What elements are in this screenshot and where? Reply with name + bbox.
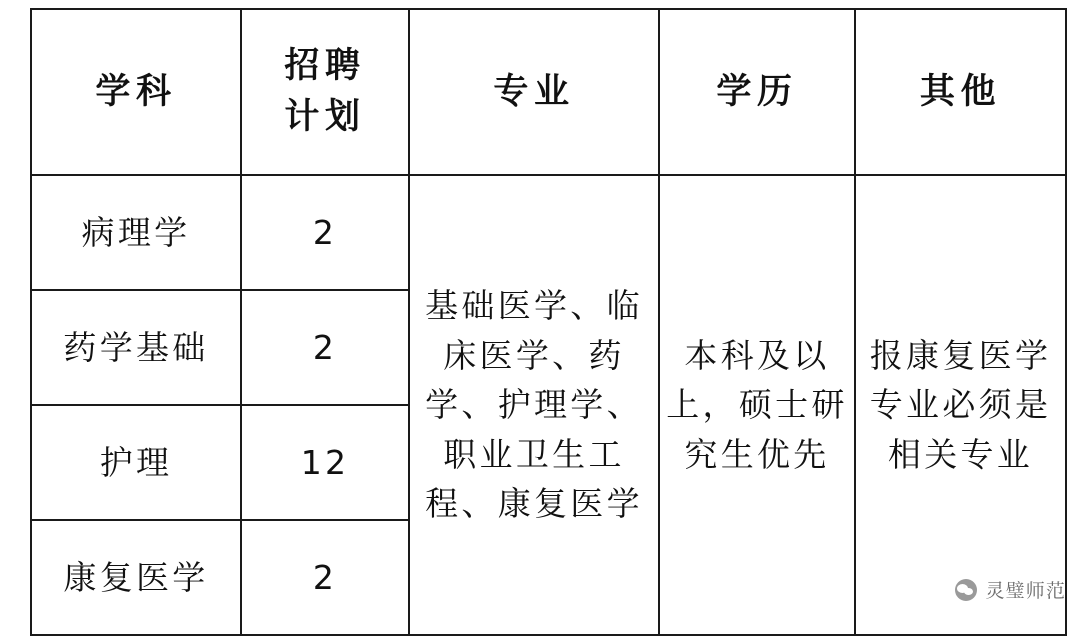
cell-count: 2 — [241, 520, 409, 635]
cell-count: 2 — [241, 175, 409, 290]
cell-count: 12 — [241, 405, 409, 520]
cell-subject: 护理 — [31, 405, 241, 520]
cell-major-merged: 基础医学、临床医学、药学、护理学、职业卫生工程、康复医学 — [409, 175, 659, 635]
header-subject: 学科 — [31, 9, 241, 175]
cell-degree-merged: 本科及以上，硕士研究生优先 — [659, 175, 855, 635]
watermark-badge — [955, 576, 1066, 603]
header-major: 专业 — [409, 9, 659, 175]
header-other: 其他 — [855, 9, 1066, 175]
recruitment-table — [30, 8, 1067, 636]
cell-count: 2 — [241, 290, 409, 405]
cell-subject: 病理学 — [31, 175, 241, 290]
recruitment-table-container — [30, 8, 1065, 604]
wechat-official-account-icon — [955, 579, 977, 601]
header-degree: 学历 — [659, 9, 855, 175]
table-row — [31, 175, 1066, 290]
watermark-account-name: 灵璧师范 — [985, 580, 1066, 602]
header-plan — [241, 9, 409, 175]
header-plan-line1: 招聘 — [284, 46, 366, 87]
cell-subject: 康复医学 — [31, 520, 241, 635]
header-plan-line2: 计划 — [284, 97, 366, 137]
cell-subject: 药学基础 — [31, 290, 241, 405]
table-header-row — [31, 9, 1066, 175]
cell-other-merged: 报康复医学专业必须是相关专业 — [855, 175, 1066, 635]
